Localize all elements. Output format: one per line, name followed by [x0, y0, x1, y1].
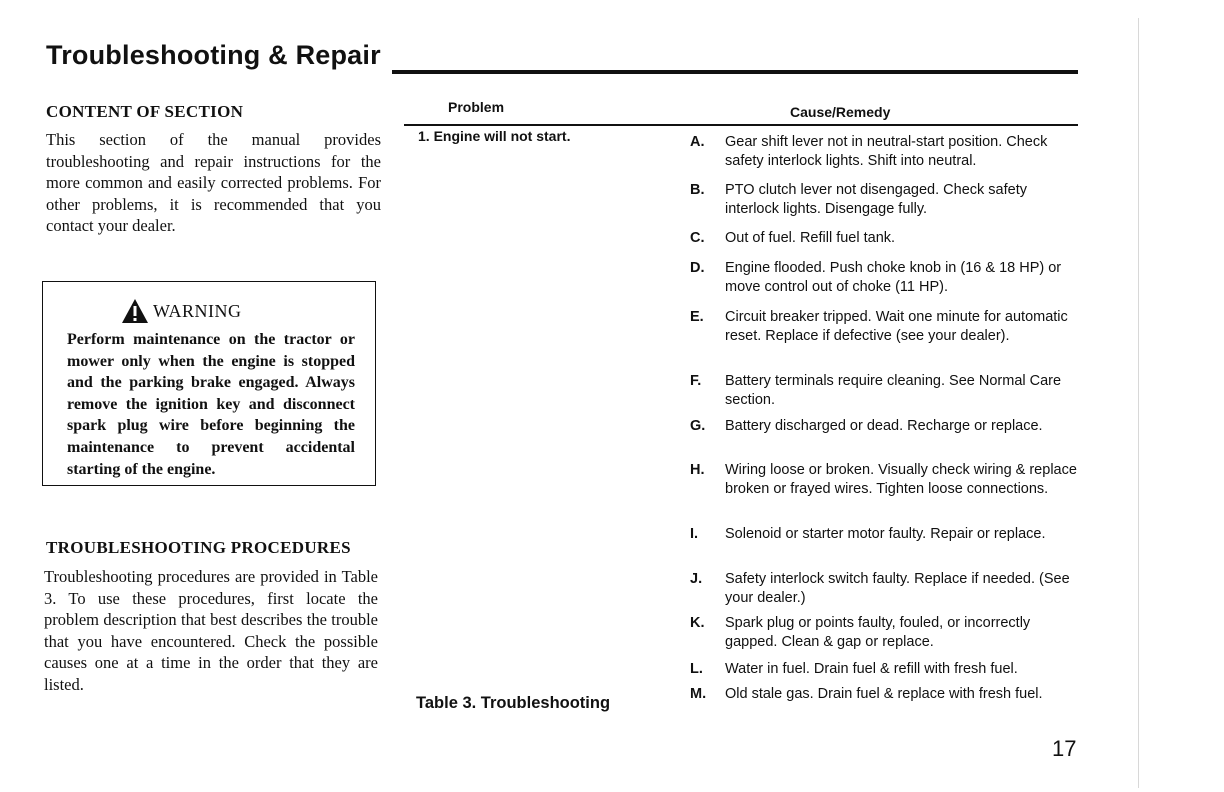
procedures-body: Troubleshooting procedures are provided in Table 3. To use these procedures, first locate the problem description that best describes the trouble that you have encountered. Check the possible causes one at a time in the order that they are listed.	[44, 567, 378, 694]
remedy-letter: K.	[690, 615, 705, 631]
warning-text: Perform maintenance on the tractor or mower only when the engine is stopped and the parking brake engaged. Always remove the ignition key and disconnect spark plug wire before beginning the maintenance to prevent accidental starting of the engine.	[67, 331, 355, 478]
remedy-letter: E.	[690, 309, 704, 325]
remedy-letter: F.	[690, 373, 702, 389]
page-number: 17	[1052, 736, 1077, 761]
remedy-text: Spark plug or points faulty, fouled, or incorrectly gapped. Clean & gap or replace.	[725, 615, 1031, 650]
remedy-letter: H.	[690, 462, 705, 478]
remedy-text: Water in fuel. Drain fuel & refill with fresh fuel.	[725, 661, 1018, 677]
remedy-text: Safety interlock switch faulty. Replace if needed. (See your dealer.)	[725, 571, 1070, 606]
remedy-letter: L.	[690, 661, 703, 677]
remedy-text: Battery terminals require cleaning. See Normal Care section.	[725, 373, 1062, 408]
table-caption: Table 3. Troubleshooting	[416, 694, 611, 712]
warning-triangle-icon	[121, 298, 149, 324]
remedy-letter: B.	[690, 182, 705, 198]
page-title: Troubleshooting & Repair	[46, 40, 381, 70]
remedy-letter: G.	[690, 418, 706, 434]
remedy-text: Gear shift lever not in neutral-start position. Check safety interlock lights. Shift into neutral.	[725, 134, 1048, 169]
scan-edge	[1138, 18, 1139, 788]
table-header-rule	[404, 124, 1078, 126]
remedy-letter: I.	[690, 526, 699, 542]
warning-box	[42, 281, 376, 486]
remedy-text: PTO clutch lever not disengaged. Check safety interlock lights. Disengage fully.	[725, 182, 1027, 217]
content-section-heading: CONTENT OF SECTION	[46, 102, 244, 121]
cause-column-header: Cause/Remedy	[790, 104, 891, 120]
remedy-text: Engine flooded. Push choke knob in (16 & 18 HP) or move control out of choke (11 HP).	[725, 260, 1062, 295]
procedures-heading: TROUBLESHOOTING PROCEDURES	[46, 538, 351, 557]
remedy-letter: M.	[690, 686, 707, 702]
remedy-text: Wiring loose or broken. Visually check wiring & replace broken or frayed wires. Tighten loose connections.	[725, 462, 1077, 497]
title-rule	[392, 70, 1078, 74]
content-section-body: This section of the manual provides troubleshooting and repair instructions for the more common and easily corrected problems. For other problems, it is recommended that you contact your dealer.	[46, 130, 381, 235]
problem-item: 1. Engine will not start.	[418, 128, 571, 144]
remedy-text: Circuit breaker tripped. Wait one minute for automatic reset. Replace if defective (see your dealer).	[725, 309, 1068, 344]
remedy-text: Old stale gas. Drain fuel & replace with fresh fuel.	[725, 686, 1043, 702]
remedy-text: Battery discharged or dead. Recharge or replace.	[725, 418, 1043, 434]
warning-label: WARNING	[153, 300, 242, 321]
remedy-text: Solenoid or starter motor faulty. Repair or replace.	[725, 526, 1046, 542]
remedy-letter: A.	[690, 134, 705, 150]
warning-header	[121, 298, 242, 324]
remedy-letter: C.	[690, 230, 705, 246]
remedy-letter: D.	[690, 260, 705, 276]
remedy-letter: J.	[690, 571, 703, 587]
problem-column-header: Problem	[448, 99, 505, 115]
remedy-text: Out of fuel. Refill fuel tank.	[725, 230, 896, 246]
